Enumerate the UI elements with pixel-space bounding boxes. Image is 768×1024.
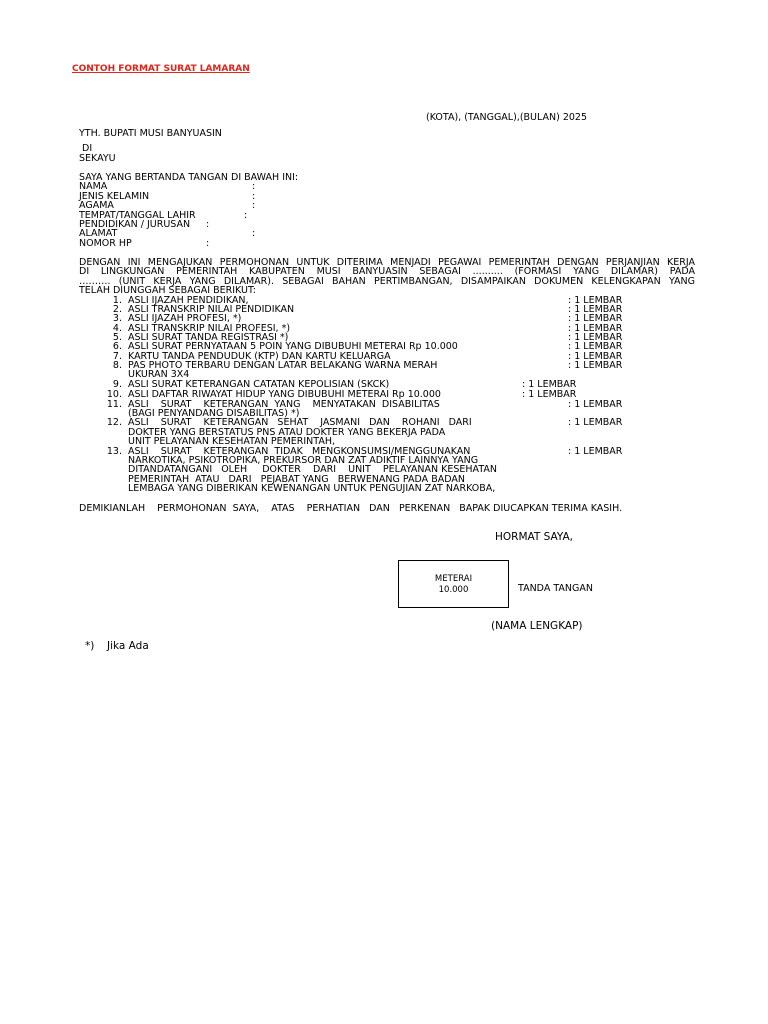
- list-item-number: 12.: [106, 417, 122, 428]
- intro-text: SAYA YANG BERTANDA TANGAN DI BAWAH INI:: [79, 172, 299, 183]
- list-item-number: 8.: [112, 360, 122, 371]
- list-item-quantity: : 1 LEMBAR: [568, 323, 623, 334]
- list-item-text: ASLI SURAT KETERANGAN YANG MENYATAKAN DISABILITAS: [128, 399, 440, 410]
- footnote-text: Jika Ada: [107, 640, 149, 652]
- list-item-number: 5.: [112, 332, 122, 343]
- field-colon: :: [206, 219, 210, 230]
- field-colon: :: [252, 191, 256, 202]
- list-item-number: 6.: [112, 341, 122, 352]
- field-colon: :: [252, 228, 256, 239]
- list-item-text: ASLI SURAT KETERANGAN SEHAT JASMANI DAN ROHANI DARI: [128, 417, 472, 428]
- list-item-text: KARTU TANDA PENDUDUK (KTP) DAN KARTU KELUARGA: [128, 351, 391, 362]
- field-label-religion: AGAMA: [79, 200, 114, 211]
- list-item-text: ASLI DAFTAR RIWAYAT HIDUP YANG DIBUBUHI METERAI Rp 10.000: [128, 389, 441, 400]
- body-line-1: DENGAN INI MENGAJUKAN PERMOHONAN UNTUK DITERIMA MENJADI PEGAWAI PEMERINTAH DENGAN PERJANJIAN KERJA: [79, 257, 695, 268]
- list-item-text: ASLI SURAT PERNYATAAN 5 POIN YANG DIBUBUHI METERAI Rp 10.000: [128, 341, 458, 352]
- list-item-quantity: : 1 LEMBAR: [568, 313, 623, 324]
- list-item-quantity: : 1 LEMBAR: [568, 351, 623, 362]
- list-item-quantity: : 1 LEMBAR: [522, 379, 577, 390]
- list-item-quantity: : 1 LEMBAR: [568, 360, 623, 371]
- list-item-text: PEMERINTAH ATAU DARI PEJABAT YANG BERWENANG PADA BADAN: [128, 474, 465, 485]
- recipient-line-1: YTH. BUPATI MUSI BANYUASIN: [79, 128, 222, 139]
- list-item-text: NARKOTIKA, PSIKOTROPIKA, PREKURSOR DAN ZAT ADIKTIF LAINNYA YANG: [128, 455, 479, 466]
- regards-text: HORMAT SAYA,: [495, 531, 573, 543]
- list-item-text: LEMBAGA YANG DIBERIKAN KEWENANGAN UNTUK PENGUJIAN ZAT NARKOBA,: [128, 483, 496, 494]
- field-colon: :: [252, 181, 256, 192]
- list-item-number: 2.: [112, 304, 122, 315]
- field-label-address: ALAMAT: [79, 228, 118, 239]
- list-item-text: DOKTER YANG BERSTATUS PNS ATAU DOKTER YANG BEKERJA PADA: [128, 427, 446, 438]
- list-item-quantity: : 1 LEMBAR: [568, 446, 623, 457]
- stamp-box: [398, 560, 509, 608]
- list-item-number: 1.: [112, 295, 122, 306]
- list-item-text: DITANDATANGANI OLEH DOKTER DARI UNIT PELAYANAN KESEHATAN: [128, 464, 497, 475]
- list-item-text: UKURAN 3X4: [128, 369, 190, 380]
- stamp-label: METERAI: [434, 574, 473, 584]
- list-item-number: 9.: [112, 379, 122, 390]
- field-label-gender: JENIS KELAMIN: [79, 191, 150, 202]
- document-title: CONTOH FORMAT SURAT LAMARAN: [72, 64, 250, 74]
- body-line-2: DI LINGKUNGAN PEMERINTAH KABUPATEN MUSI BANYUASIN SEBAGAI .......... (FORMASI YANG DILAMAR) PADA: [79, 266, 695, 277]
- list-item-number: 3.: [112, 313, 122, 324]
- field-label-phone: NOMOR HP: [79, 238, 132, 249]
- list-item-text: ASLI TRANSKRIP NILAI PROFESI, *): [128, 323, 291, 334]
- signature-label: TANDA TANGAN: [518, 583, 593, 594]
- list-item-text: ASLI TRANSKRIP NILAI PENDIDIKAN: [128, 304, 295, 315]
- list-item-quantity: : 1 LEMBAR: [568, 399, 623, 410]
- list-item-text: UNIT PELAYANAN KESEHATAN PEMERINTAH,: [128, 436, 336, 447]
- list-item-text: ASLI IJAZAH PROFESI, *): [128, 313, 242, 324]
- list-item-number: 13.: [106, 446, 122, 457]
- body-line-4: TELAH DIUNGGAH SEBAGAI BERIKUT:: [79, 285, 256, 296]
- list-item-text: ASLI SURAT KETERANGAN TIDAK MENGKONSUMSI/MENGGUNAKAN: [128, 446, 471, 457]
- body-line-3: ………. (UNIT KERJA YANG DILAMAR). SEBAGAI BAHAN PERTIMBANGAN, DISAMPAIKAN DOKUMEN KELENGKAPAN YANG: [79, 276, 695, 287]
- field-label-education: PENDIDIKAN / JURUSAN: [79, 219, 191, 230]
- list-item-quantity: : 1 LEMBAR: [568, 417, 623, 428]
- list-item-quantity: : 1 LEMBAR: [522, 389, 577, 400]
- list-item-text: ASLI SURAT KETERANGAN CATATAN KEPOLISIAN (SKCK): [128, 379, 390, 390]
- list-item-number: 4.: [112, 323, 122, 334]
- list-item-quantity: : 1 LEMBAR: [568, 341, 623, 352]
- list-item-text: ASLI IJAZAH PENDIDIKAN,: [128, 295, 249, 306]
- list-item-number: 7.: [112, 351, 122, 362]
- date-line: (KOTA), (TANGGAL),(BULAN) 2025: [426, 112, 588, 123]
- recipient-line-3: SEKAYU: [79, 153, 116, 164]
- stamp-value: 10.000: [438, 585, 469, 595]
- list-item-number: 10.: [106, 389, 122, 400]
- list-item-text: ASLI SURAT TANDA REGISTRASI *): [128, 332, 289, 343]
- field-label-name: NAMA: [79, 181, 108, 192]
- list-item-text: PAS PHOTO TERBARU DENGAN LATAR BELAKANG WARNA MERAH: [128, 360, 438, 371]
- field-label-birth: TEMPAT/TANGGAL LAHIR: [79, 210, 196, 221]
- list-item-quantity: : 1 LEMBAR: [568, 295, 623, 306]
- field-colon: :: [252, 200, 256, 211]
- recipient-line-2: DI: [79, 143, 93, 154]
- list-item-number: 11.: [106, 399, 122, 410]
- list-item-text: (BAGI PENYANDANG DISABILITAS) *): [128, 408, 300, 419]
- list-item-quantity: : 1 LEMBAR: [568, 332, 623, 343]
- full-name-placeholder: (NAMA LENGKAP): [491, 620, 583, 632]
- footnote-mark: *): [85, 640, 95, 652]
- field-colon: :: [206, 238, 210, 249]
- field-colon: :: [244, 210, 248, 221]
- closing-text: DEMIKIANLAH PERMOHONAN SAYA, ATAS PERHATIAN DAN PERKENAN BAPAK DIUCAPKAN TERIMA KASIH.: [79, 503, 623, 514]
- list-item-quantity: : 1 LEMBAR: [568, 304, 623, 315]
